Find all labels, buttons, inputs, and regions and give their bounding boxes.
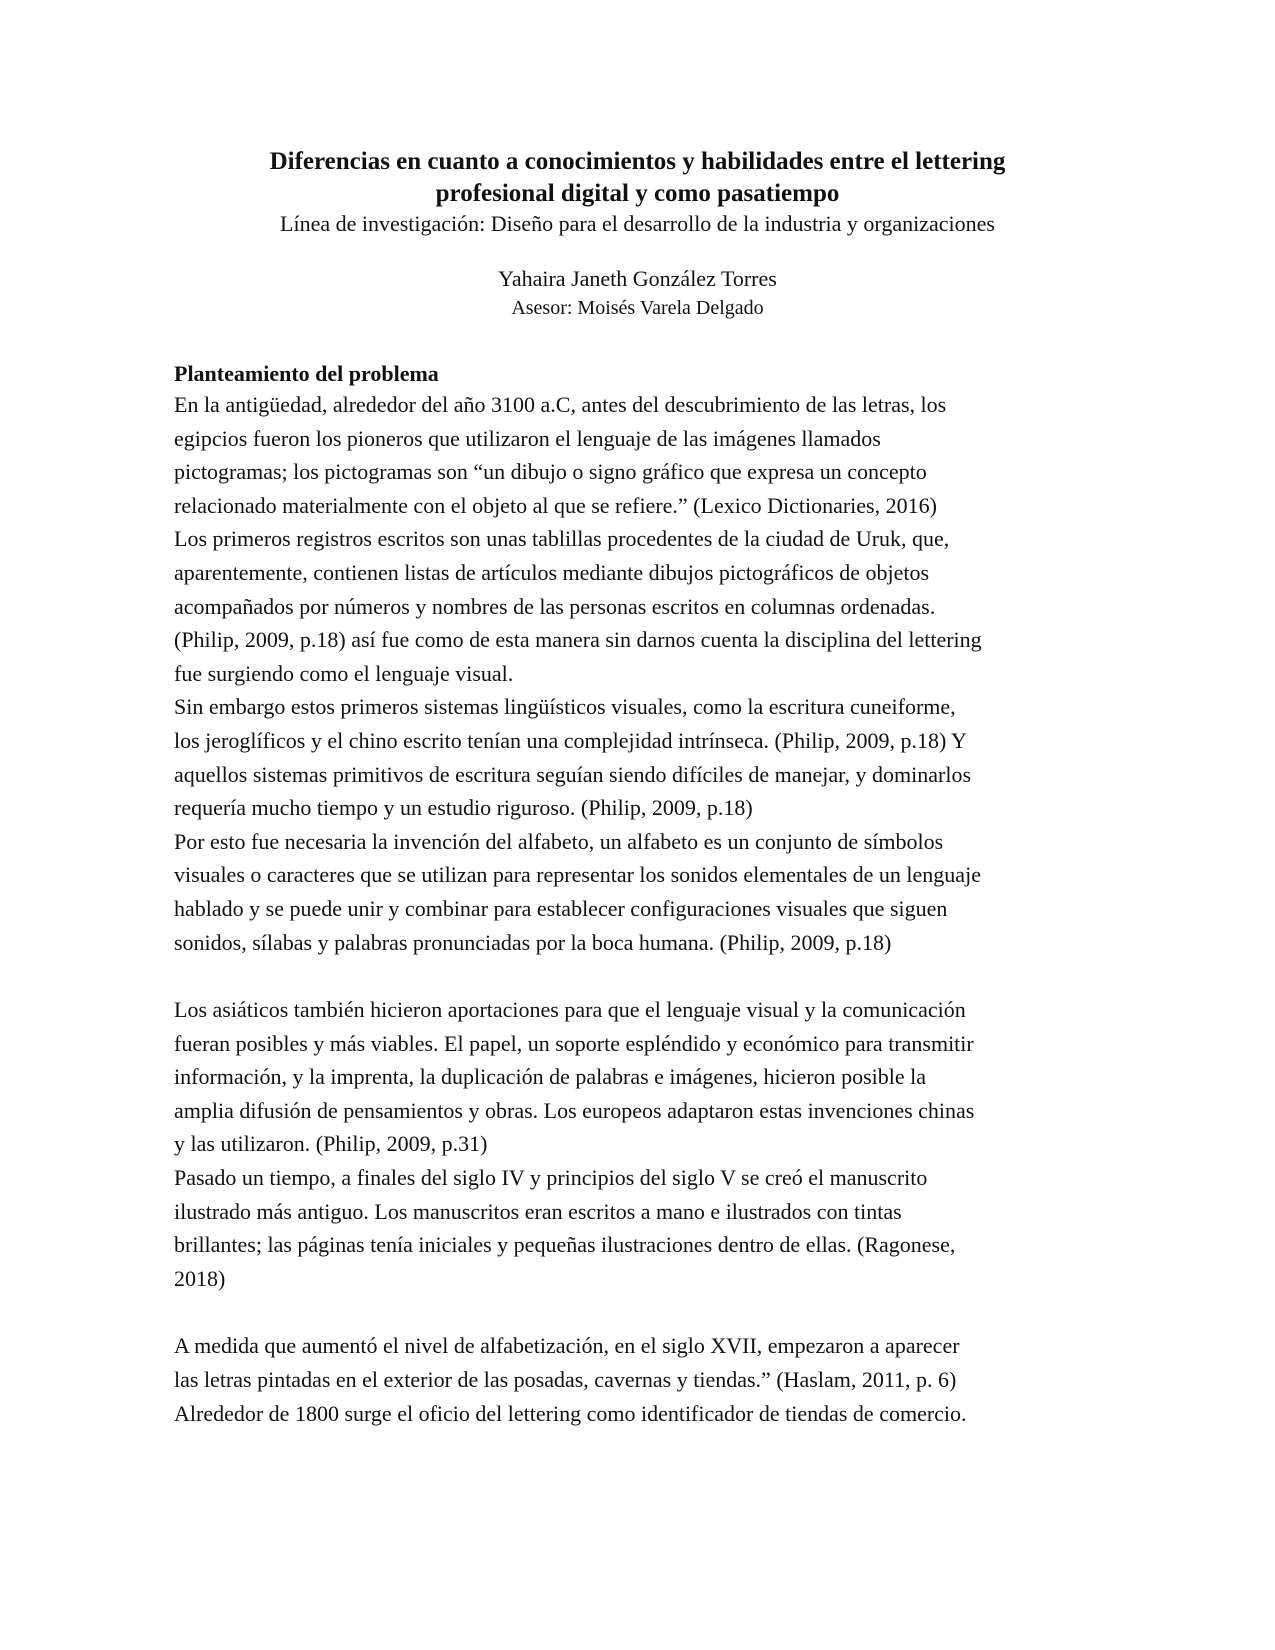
paragraph-line: (Philip, 2009, p.18) así fue como de esta manera sin darnos cuenta la disciplina del lettering [174, 627, 982, 653]
paragraph-line: A medida que aumentó el nivel de alfabetización, en el siglo XVII, empezaron a aparecer [174, 1333, 960, 1359]
paragraph-line: pictogramas; los pictogramas son “un dibujo o signo gráfico que expresa un concepto [174, 459, 927, 485]
paragraph-line: Sin embargo estos primeros sistemas lingüísticos visuales, como la escritura cuneiforme, [174, 694, 956, 720]
paragraph-line: fueran posibles y más viables. El papel, un soporte espléndido y económico para transmitir [174, 1030, 974, 1056]
paragraph-2 [174, 522, 1104, 690]
document-title [150, 146, 1125, 210]
paragraph-line: Los asiáticos también hicieron aportaciones para que el lenguaje visual y la comunicación [174, 997, 966, 1023]
paragraph-line: los jeroglíficos y el chino escrito tenían una complejidad intrínseca. (Philip, 2009, p.18) Y [174, 727, 967, 753]
paragraph-line: y las utilizaron. (Philip, 2009, p.31) [174, 1131, 488, 1157]
paragraph-1 [174, 388, 1104, 522]
paragraph-line: Los primeros registros escritos son unas tablillas procedentes de la ciudad de Uruk, que, [174, 526, 950, 552]
paragraph-line: aparentemente, contienen listas de artículos mediante dibujos pictográficos de objetos [174, 559, 930, 585]
paragraph-4 [174, 825, 1104, 959]
paragraph-line: 2018) [174, 1265, 226, 1291]
paragraph-line: información, y la imprenta, la duplicación de palabras e imágenes, hicieron posible la [174, 1064, 927, 1090]
document-header [150, 146, 1125, 322]
paragraph-line: aquellos sistemas primitivos de escritura seguían siendo difíciles de manejar, y dominarlos [174, 761, 972, 787]
paragraph-line: Por esto fue necesaria la invención del alfabeto, un alfabeto es un conjunto de símbolos [174, 828, 944, 854]
paragraph-line: egipcios fueron los pioneros que utilizaron el lenguaje de las imágenes llamados [174, 425, 881, 451]
paragraph-line: Alrededor de 1800 surge el oficio del lettering como identificador de tiendas de comercio. [174, 1400, 967, 1426]
paragraph-line: amplia difusión de pensamientos y obras. Los europeos adaptaron estas invenciones chinas [174, 1097, 975, 1123]
paragraph-line: acompañados por números y nombres de las personas escritos en columnas ordenadas. [174, 593, 936, 619]
section-heading: Planteamiento del problema [174, 361, 439, 386]
title-line-2: profesional digital y como pasatiempo [435, 180, 840, 207]
paragraph-line: las letras pintadas en el exterior de las posadas, cavernas y tiendas.” (Haslam, 2011, p. 6) [174, 1367, 957, 1393]
document-body [174, 360, 1104, 1430]
paragraph-line: hablado y se puede unir y combinar para establecer configuraciones visuales que siguen [174, 895, 948, 921]
paragraph-7 [174, 1329, 1104, 1430]
paragraph-line: visuales o caracteres que se utilizan para representar los sonidos elementales de un lenguaje [174, 862, 981, 888]
paragraph-line: fue surgiendo como el lenguaje visual. [174, 660, 514, 686]
paragraph-5 [174, 993, 1104, 1161]
paragraph-spacer [174, 959, 1104, 993]
paragraph-line: sonidos, sílabas y palabras pronunciadas por la boca humana. (Philip, 2009, p.18) [174, 929, 892, 955]
author-name: Yahaira Janeth González Torres [498, 266, 777, 291]
paragraph-6 [174, 1161, 1104, 1295]
paragraph-line: ilustrado más antiguo. Los manuscritos eran escritos a mano e ilustrados con tintas [174, 1198, 902, 1224]
title-line-1: Diferencias en cuanto a conocimientos y habilidades entre el lettering [269, 148, 1006, 175]
paragraph-line: requería mucho tiempo y un estudio riguroso. (Philip, 2009, p.18) [174, 795, 753, 821]
paragraph-line: En la antigüedad, alrededor del año 3100 a.C, antes del descubrimiento de las letras, los [174, 392, 947, 417]
paragraph-line: Pasado un tiempo, a finales del siglo IV y principios del siglo V se creó el manuscrito [174, 1165, 928, 1191]
advisor-name: Asesor: Moisés Varela Delgado [511, 297, 764, 319]
paragraph-spacer [174, 1295, 1104, 1329]
research-line: Línea de investigación: Diseño para el desarrollo de la industria y organizaciones [280, 211, 995, 236]
paragraph-line: relacionado materialmente con el objeto al que se refiere.” (Lexico Dictionaries, 2016) [174, 492, 937, 518]
paragraph-3 [174, 690, 1104, 824]
paragraph-line: brillantes; las páginas tenía iniciales y pequeñas ilustraciones dentro de ellas. (Ragonese, [174, 1232, 956, 1258]
